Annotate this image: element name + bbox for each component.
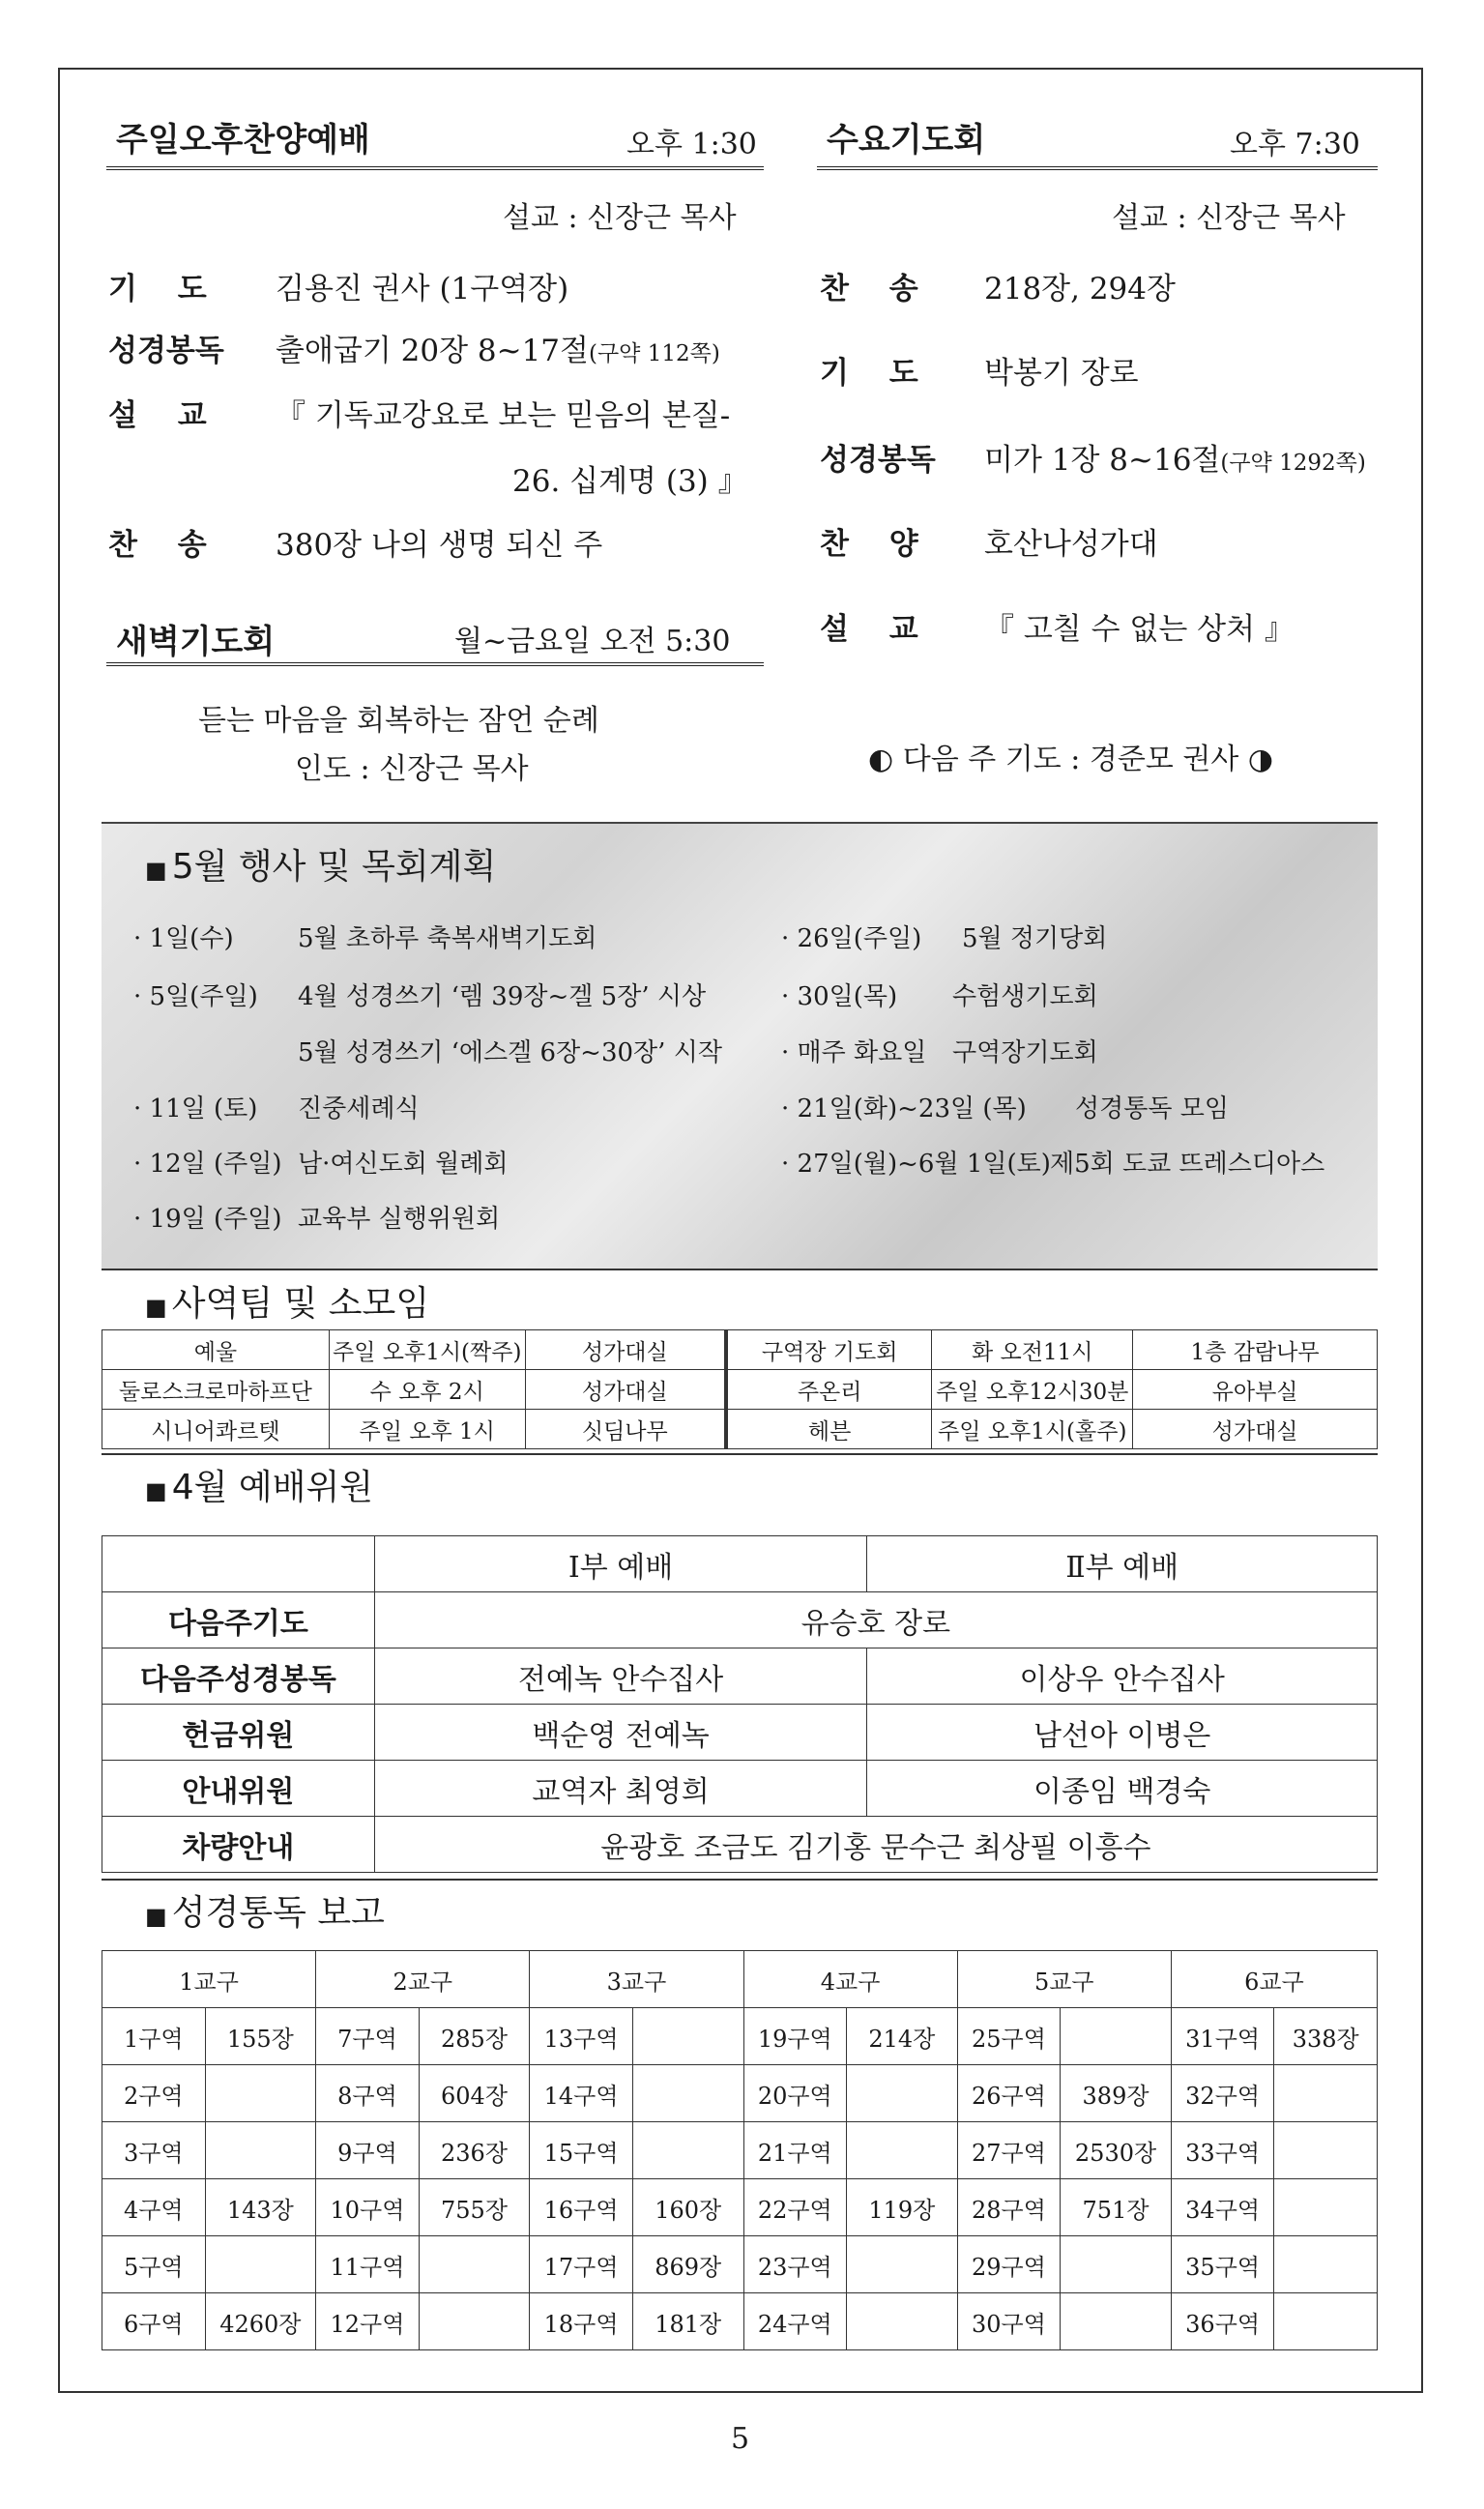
sunday-preacher: 설교 : 신장근 목사 — [503, 201, 737, 235]
district-header: 4교구 — [743, 1951, 957, 2008]
bible-heading: ■ 성경통독 보고 — [145, 1893, 385, 1933]
sunday-rule — [106, 166, 764, 170]
chapter-count-cell — [1061, 2008, 1172, 2065]
chapter-count-cell — [1274, 2122, 1378, 2179]
table-header — [102, 1536, 375, 1592]
zone-cell: 34구역 — [1171, 2179, 1274, 2236]
wed-sermon: 『 고칠 수 없는 상처 』 — [984, 612, 1295, 647]
table-cell: 시니어콰르텟 — [102, 1410, 330, 1449]
page-number: 5 — [731, 2422, 750, 2456]
chapter-count-cell — [847, 2065, 958, 2122]
district-header: 1교구 — [102, 1951, 316, 2008]
zone-cell: 11구역 — [316, 2236, 420, 2293]
wed-label-hymn: 찬 송 — [820, 272, 918, 306]
table-cell: 주일 오후1시(짝주) — [329, 1330, 525, 1370]
table-row — [102, 1705, 1378, 1761]
table-row — [102, 2065, 1378, 2122]
table-row — [102, 2236, 1378, 2293]
chapter-count-cell — [1274, 2065, 1378, 2122]
chapter-count-cell: 338장 — [1274, 2008, 1378, 2065]
event-text: 성경통독 모임 — [1075, 1094, 1229, 1123]
table-cell: 성가대실 — [525, 1370, 726, 1410]
event-text: 제5회 도쿄 뜨레스디아스 — [1050, 1150, 1325, 1179]
table-cell: 수 오후 2시 — [329, 1370, 525, 1410]
chapter-count-cell — [205, 2236, 316, 2293]
table-cell: 이종임 백경숙 — [867, 1761, 1378, 1817]
next-prayer: ◐ 다음 주 기도 : 경준모 권사 ◑ — [868, 743, 1274, 776]
event-date: · 30일(목) — [781, 982, 898, 1011]
district-header: 2교구 — [316, 1951, 530, 2008]
table-cell: 유승호 장로 — [374, 1592, 1377, 1648]
zone-cell: 17구역 — [530, 2236, 633, 2293]
zone-cell: 30구역 — [957, 2293, 1061, 2350]
event-date: · 매주 화요일 — [781, 1038, 927, 1067]
event-text: 수험생기도회 — [952, 982, 1098, 1011]
bullet-square-icon: ■ — [145, 1294, 167, 1321]
chapter-count-cell — [1274, 2293, 1378, 2350]
events-heading: ■ 5월 행사 및 목회계획 — [145, 847, 497, 887]
zone-cell: 2구역 — [102, 2065, 206, 2122]
row-label: 안내위원 — [102, 1761, 375, 1817]
sunday-label-hymn: 찬 송 — [108, 528, 207, 563]
sunday-label-reading: 성경봉독 — [108, 334, 224, 368]
chapter-count-cell — [1061, 2236, 1172, 2293]
bullet-square-icon: ■ — [145, 857, 167, 884]
chapter-count-cell — [632, 2122, 743, 2179]
groups-table — [102, 1329, 1378, 1449]
wed-label-sermon: 설 교 — [820, 612, 918, 647]
zone-cell: 6구역 — [102, 2293, 206, 2350]
dawn-time: 월~금요일 오전 5:30 — [454, 625, 731, 658]
zone-cell: 28구역 — [957, 2179, 1061, 2236]
table-row — [102, 1761, 1378, 1817]
zone-cell: 18구역 — [530, 2293, 633, 2350]
row-label: 차량안내 — [102, 1817, 375, 1873]
sunday-sermon-line2: 26. 십계명 (3) 』 — [512, 464, 748, 499]
zone-cell: 32구역 — [1171, 2065, 1274, 2122]
chapter-count-cell: 4260장 — [205, 2293, 316, 2350]
zone-cell: 16구역 — [530, 2179, 633, 2236]
wed-prayer: 박봉기 장로 — [984, 356, 1139, 391]
zone-cell: 15구역 — [530, 2122, 633, 2179]
table-header: Ⅱ부 예배 — [867, 1536, 1378, 1592]
wednesday-preacher: 설교 : 신장근 목사 — [1112, 201, 1346, 235]
event-date: · 1일(수) — [133, 924, 234, 953]
chapter-count-cell: 143장 — [205, 2179, 316, 2236]
event-date: · 11일 (토) — [133, 1094, 258, 1123]
table-row — [102, 1330, 1378, 1370]
sunday-label-prayer: 기 도 — [108, 272, 207, 306]
table-cell: 구역장 기도회 — [726, 1330, 932, 1370]
worship-heading: ■ 4월 예배위원 — [145, 1468, 374, 1507]
zone-cell: 31구역 — [1171, 2008, 1274, 2065]
table-row — [102, 1370, 1378, 1410]
table-row — [102, 1648, 1378, 1705]
zone-cell: 1구역 — [102, 2008, 206, 2065]
event-date: · 5일(주일) — [133, 982, 258, 1011]
chapter-count-cell: 751장 — [1061, 2179, 1172, 2236]
table-row — [102, 1536, 1378, 1592]
table-row — [102, 1817, 1378, 1873]
wednesday-rule — [817, 166, 1378, 170]
table-cell: 성가대실 — [525, 1330, 726, 1370]
event-text: 5월 초하루 축복새벽기도회 — [298, 924, 597, 953]
table-cell: 헤븐 — [726, 1410, 932, 1449]
bullet-square-icon: ■ — [145, 1477, 167, 1504]
chapter-count-cell: 236장 — [419, 2122, 530, 2179]
event-date: · 19일 (주일) — [133, 1205, 282, 1234]
zone-cell: 7구역 — [316, 2008, 420, 2065]
zone-cell: 5구역 — [102, 2236, 206, 2293]
chapter-count-cell — [419, 2293, 530, 2350]
event-text: 5월 정기당회 — [962, 924, 1108, 953]
table-cell: 예울 — [102, 1330, 330, 1370]
chapter-count-cell: 160장 — [632, 2179, 743, 2236]
wed-label-choir: 찬 양 — [820, 527, 918, 562]
zone-cell: 23구역 — [743, 2236, 847, 2293]
worship-table — [102, 1535, 1378, 1873]
chapter-count-cell — [205, 2065, 316, 2122]
bible-table — [102, 1950, 1378, 2350]
dawn-title: 새벽기도회 — [116, 623, 276, 661]
table-header-row — [102, 1951, 1378, 2008]
table-cell: 주일 오후1시(홀주) — [932, 1410, 1133, 1449]
chapter-count-cell — [847, 2122, 958, 2179]
table-row — [102, 2008, 1378, 2065]
event-date: · 27일(월)~6월 1일(토) — [781, 1150, 1051, 1179]
event-text: 구역장기도회 — [952, 1038, 1098, 1067]
wed-hymn: 218장, 294장 — [984, 272, 1176, 306]
event-date: · 21일(화)~23일 (목) — [781, 1094, 1027, 1123]
table-cell: 유아부실 — [1133, 1370, 1378, 1410]
sunday-time: 오후 1:30 — [626, 128, 757, 161]
sunday-prayer: 김용진 권사 (1구역장) — [276, 272, 569, 306]
chapter-count-cell: 155장 — [205, 2008, 316, 2065]
chapter-count-cell: 389장 — [1061, 2065, 1172, 2122]
groups-heading: ■ 사역팀 및 소모임 — [145, 1284, 430, 1324]
event-text: 5월 성경쓰기 ‘에스겔 6장~30장’ 시작 — [298, 1038, 722, 1067]
chapter-count-cell: 755장 — [419, 2179, 530, 2236]
zone-cell: 4구역 — [102, 2179, 206, 2236]
bullet-square-icon: ■ — [145, 1903, 167, 1930]
table-cell: 이상우 안수집사 — [867, 1648, 1378, 1705]
zone-cell: 33구역 — [1171, 2122, 1274, 2179]
chapter-count-cell — [847, 2293, 958, 2350]
table-cell: 둘로스크로마하프단 — [102, 1370, 330, 1410]
zone-cell: 24구역 — [743, 2293, 847, 2350]
zone-cell: 36구역 — [1171, 2293, 1274, 2350]
table-cell: 남선아 이병은 — [867, 1705, 1378, 1761]
table-cell: 윤광호 조금도 김기홍 문수근 최상필 이흥수 — [374, 1817, 1377, 1873]
row-label: 다음주기도 — [102, 1592, 375, 1648]
wednesday-time: 오후 7:30 — [1230, 128, 1360, 161]
wed-reading: 미가 1장 8~16절(구약 1292쪽) — [984, 443, 1366, 478]
zone-cell: 14구역 — [530, 2065, 633, 2122]
zone-cell: 13구역 — [530, 2008, 633, 2065]
zone-cell: 27구역 — [957, 2122, 1061, 2179]
sunday-hymn: 380장 나의 생명 되신 주 — [276, 528, 603, 563]
sunday-label-sermon: 설 교 — [108, 398, 207, 433]
dawn-line2: 인도 : 신장근 목사 — [295, 752, 529, 786]
table-cell: 싯딤나무 — [525, 1410, 726, 1449]
chapter-count-cell: 214장 — [847, 2008, 958, 2065]
chapter-count-cell: 869장 — [632, 2236, 743, 2293]
row-label: 헌금위원 — [102, 1705, 375, 1761]
event-date: · 26일(주일) — [781, 924, 922, 953]
table-row — [102, 2293, 1378, 2350]
events-box — [102, 822, 1378, 1270]
chapter-count-cell — [632, 2008, 743, 2065]
zone-cell: 29구역 — [957, 2236, 1061, 2293]
sunday-sermon: 『 기독교강요로 보는 믿음의 본질- — [276, 398, 731, 433]
table-row — [102, 2179, 1378, 2236]
table-cell: 성가대실 — [1133, 1410, 1378, 1449]
dawn-rule — [106, 662, 764, 666]
table-cell: 1층 감람나무 — [1133, 1330, 1378, 1370]
chapter-count-cell — [847, 2236, 958, 2293]
table-row — [102, 1410, 1378, 1449]
table-cell: 주온리 — [726, 1370, 932, 1410]
chapter-count-cell: 285장 — [419, 2008, 530, 2065]
zone-cell: 3구역 — [102, 2122, 206, 2179]
chapter-count-cell — [1274, 2236, 1378, 2293]
sunday-title: 주일오후찬양예배 — [116, 121, 370, 160]
zone-cell: 26구역 — [957, 2065, 1061, 2122]
zone-cell: 9구역 — [316, 2122, 420, 2179]
table-cell: 전예녹 안수집사 — [374, 1648, 867, 1705]
district-header: 3교구 — [530, 1951, 743, 2008]
wed-choir: 호산나성가대 — [984, 527, 1158, 562]
wednesday-title: 수요기도회 — [827, 121, 986, 160]
chapter-count-cell — [419, 2236, 530, 2293]
table-cell: 화 오전11시 — [932, 1330, 1133, 1370]
district-header: 6교구 — [1171, 1951, 1377, 2008]
zone-cell: 21구역 — [743, 2122, 847, 2179]
zone-cell: 20구역 — [743, 2065, 847, 2122]
table-cell: 주일 오후 1시 — [329, 1410, 525, 1449]
row-label: 다음주성경봉독 — [102, 1648, 375, 1705]
chapter-count-cell — [1061, 2293, 1172, 2350]
table-cell: 주일 오후12시30분 — [932, 1370, 1133, 1410]
event-text: 남·여신도회 월례회 — [298, 1150, 509, 1179]
zone-cell: 25구역 — [957, 2008, 1061, 2065]
dawn-line1: 듣는 마음을 회복하는 잠언 순례 — [198, 704, 599, 738]
table-cell: 백순영 전예녹 — [374, 1705, 867, 1761]
table-cell: 교역자 최영희 — [374, 1761, 867, 1817]
zone-cell: 22구역 — [743, 2179, 847, 2236]
chapter-count-cell — [205, 2122, 316, 2179]
event-text: 교육부 실행위원회 — [298, 1205, 501, 1234]
event-text: 4월 성경쓰기 ‘렘 39장~겔 5장’ 시상 — [298, 982, 707, 1011]
chapter-count-cell — [632, 2065, 743, 2122]
zone-cell: 12구역 — [316, 2293, 420, 2350]
chapter-count-cell: 181장 — [632, 2293, 743, 2350]
zone-cell: 10구역 — [316, 2179, 420, 2236]
wed-label-reading: 성경봉독 — [820, 443, 936, 478]
sunday-reading: 출애굽기 20장 8~17절(구약 112쪽) — [276, 334, 720, 368]
chapter-count-cell — [1274, 2179, 1378, 2236]
chapter-count-cell: 604장 — [419, 2065, 530, 2122]
zone-cell: 8구역 — [316, 2065, 420, 2122]
table-row — [102, 2122, 1378, 2179]
table-header: Ⅰ부 예배 — [374, 1536, 867, 1592]
chapter-count-cell: 2530장 — [1061, 2122, 1172, 2179]
table-row — [102, 1592, 1378, 1648]
zone-cell: 35구역 — [1171, 2236, 1274, 2293]
zone-cell: 19구역 — [743, 2008, 847, 2065]
wed-label-prayer: 기 도 — [820, 356, 918, 391]
district-header: 5교구 — [957, 1951, 1171, 2008]
chapter-count-cell: 119장 — [847, 2179, 958, 2236]
event-date: · 12일 (주일) — [133, 1150, 282, 1179]
event-text: 진중세례식 — [298, 1094, 420, 1123]
